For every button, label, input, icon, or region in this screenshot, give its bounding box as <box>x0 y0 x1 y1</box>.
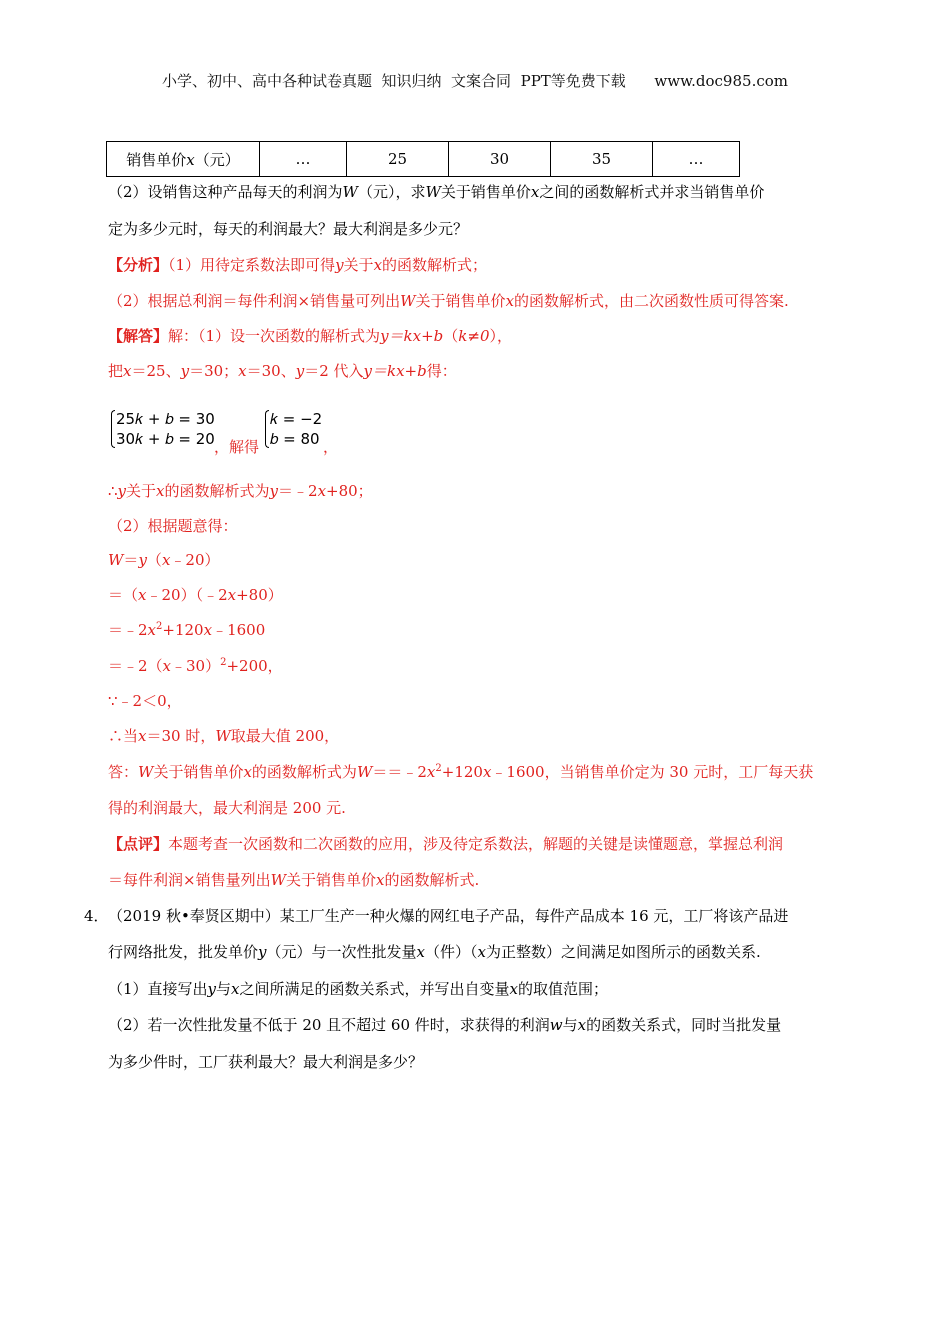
text: （ <box>146 551 162 569</box>
var: y <box>180 362 190 380</box>
text: ∴ <box>108 482 118 500</box>
text: 解：（1）设一次函数的解析式为 <box>168 327 381 345</box>
text: ＝每件利润×销售量列出 <box>108 871 271 889</box>
question-4-line-5: 为多少件时，工厂获利最大？最大利润是多少？ <box>108 1053 424 1071</box>
review-line-1 <box>108 834 783 854</box>
text: ＝25、 <box>131 362 181 380</box>
text: ﹣20） <box>170 551 220 569</box>
var: x <box>231 980 240 998</box>
text: 本题考查一次函数和二次函数的应用，涉及待定系数法，解题的关键是读懂题意，掌握总利润 <box>168 835 784 853</box>
text: 关于销售单价 <box>153 763 244 781</box>
var-x: x <box>186 150 195 169</box>
text: +80） <box>236 586 283 604</box>
analysis-line-1 <box>108 255 487 275</box>
text: +200， <box>226 657 283 675</box>
var: w <box>549 1016 563 1034</box>
var: y <box>207 980 217 998</box>
equation-system-1 <box>108 410 218 450</box>
text: ∴当 <box>108 727 139 745</box>
var: W <box>400 292 416 310</box>
text: ＝（ <box>108 586 139 604</box>
text: （1）用待定系数法即可得 <box>168 256 336 274</box>
text: 取最大值 200， <box>230 727 340 745</box>
answer-line-13: 得的利润最大，最大利润是 200 元. <box>108 799 346 817</box>
var: x <box>505 292 515 310</box>
text: 关于销售单价 <box>286 871 377 889</box>
question-4-line-1 <box>84 906 788 926</box>
var: x <box>416 943 425 961</box>
text: 的函数解析式为 <box>251 763 357 781</box>
text: 之间所满足的函数关系式，并写出自变量 <box>239 980 510 998</box>
var: y <box>269 482 279 500</box>
question-4-line-2 <box>108 942 761 962</box>
text: ＝30、 <box>246 362 296 380</box>
text: ）， <box>489 327 512 345</box>
var: x <box>426 763 436 781</box>
answer-tag: 【解答】 <box>108 327 169 345</box>
table-cell: … <box>260 142 347 177</box>
text: 关于销售单价 <box>440 183 531 201</box>
analysis-tag: 【分析】 <box>108 256 169 274</box>
text: ＝﹣2 <box>108 621 148 639</box>
text: 把 <box>108 362 124 380</box>
text: 行网络批发，批发单价 <box>108 943 259 961</box>
formula: k≠0 <box>458 327 490 345</box>
label-text: 销售单价 <box>126 150 187 169</box>
var: y <box>138 551 147 569</box>
var: x <box>161 551 171 569</box>
var: x <box>530 183 540 201</box>
text: 的函数解析式. <box>384 871 480 889</box>
text: （2019 秋•奉贤区期中）某工厂生产一种火爆的网红电子产品，每件产品成本 16 元，工厂将该产品进 <box>108 907 789 925</box>
analysis-line-2 <box>108 291 789 311</box>
answer-line-1 <box>108 326 512 346</box>
comma: ， <box>323 438 339 456</box>
table-label-cell <box>107 142 260 177</box>
var: W <box>270 871 286 889</box>
answer-line-10: ∵﹣2＜0， <box>108 692 182 710</box>
text: ＝﹣2（ <box>108 657 163 675</box>
equations <box>116 409 215 449</box>
var: W <box>108 551 124 569</box>
equations <box>270 409 322 449</box>
question-4-line-3 <box>108 979 608 999</box>
equation-row: 25𝑘 + 𝑏 = 30 <box>116 410 215 428</box>
equation-row: 30𝑘 + 𝑏 = 20 <box>116 430 215 448</box>
text: （ <box>443 327 459 345</box>
text: 关于 <box>343 256 374 274</box>
solve-word: ，解得 <box>214 438 260 456</box>
var: y <box>117 482 127 500</box>
text: 答： <box>108 763 139 781</box>
text: ＝ <box>123 551 139 569</box>
answer-line-5: （2）根据题意得： <box>108 517 238 535</box>
text: ﹣1600，当销售单价定为 30 元时，工厂每天获 <box>491 763 814 781</box>
text: ﹣1600 <box>212 621 266 639</box>
var: W <box>138 763 154 781</box>
var: W <box>425 183 441 201</box>
text: +120 <box>441 763 483 781</box>
table-cell: 35 <box>551 142 653 177</box>
var: x <box>238 362 247 380</box>
text: 的函数关系式，同时当批发量 <box>586 1016 782 1034</box>
review-tag: 【点评】 <box>108 835 169 853</box>
text: +80； <box>326 482 373 500</box>
text: ＝30 时， <box>146 727 216 745</box>
equation-row: 𝑏 = 80 <box>270 430 320 448</box>
page-header: 小学、初中、高中各种试卷真题 知识归纳 文案合同 PPT等免费下载 www.doc985.com <box>161 72 788 90</box>
text: 为正整数）之间满足如图所示的函数关系. <box>485 943 761 961</box>
text: （2）若一次性批发量不低于 20 且不超过 60 件时，求获得的利润 <box>108 1016 550 1034</box>
text: 之间的函数解析式并求当销售单价 <box>539 183 765 201</box>
var: x <box>243 763 252 781</box>
superscript: 2 <box>435 763 442 774</box>
table-cell: … <box>653 142 740 177</box>
table-cell: 25 <box>347 142 449 177</box>
answer-line-6 <box>108 550 220 570</box>
text: 的函数解析式； <box>382 256 488 274</box>
text: （件）（ <box>424 943 478 961</box>
brace-icon <box>262 410 269 448</box>
var: x <box>227 586 237 604</box>
answer-line-4 <box>108 481 373 501</box>
text: ＝2 代入 <box>304 362 364 380</box>
text: 关于 <box>126 482 157 500</box>
superscript: 2 <box>220 657 227 668</box>
formula: y＝kx+b <box>363 362 427 380</box>
question-2-line-2: 定为多少元时，每天的利润最大？最大利润是多少元？ <box>108 220 469 238</box>
text: （元），求 <box>357 183 426 201</box>
superscript: 2 <box>156 621 163 632</box>
var: y <box>295 362 305 380</box>
text: 的函数解析式，由二次函数性质可得答案. <box>514 292 789 310</box>
var: x <box>317 482 327 500</box>
text: ﹣30） <box>171 657 221 675</box>
text: （2）根据总利润＝每件利润×销售量可列出 <box>108 292 401 310</box>
var: W <box>215 727 231 745</box>
var: x <box>373 256 383 274</box>
text: （1）直接写出 <box>108 980 208 998</box>
question-2-line-1 <box>108 182 764 202</box>
answer-line-2 <box>108 361 457 381</box>
answer-line-11 <box>108 726 339 746</box>
text: ＝﹣2 <box>278 482 318 500</box>
var: x <box>162 657 172 675</box>
var: x <box>477 943 486 961</box>
equation-system-2 <box>262 410 332 450</box>
text: 与 <box>216 980 232 998</box>
text: （2）设销售这种产品每天的利润为 <box>108 183 343 201</box>
question-4-line-4 <box>108 1015 781 1035</box>
answer-line-8 <box>108 620 265 640</box>
var: W <box>342 183 358 201</box>
review-line-2 <box>108 870 479 890</box>
table-cell: 30 <box>449 142 551 177</box>
label-unit: （元） <box>194 150 240 169</box>
answer-line-7 <box>108 585 283 605</box>
text: ＝＝﹣2 <box>372 763 427 781</box>
text: 与 <box>562 1016 578 1034</box>
answer-line-12 <box>108 762 813 782</box>
text: +120 <box>162 621 204 639</box>
question-number: 4． <box>84 907 109 925</box>
text: 得： <box>426 362 457 380</box>
var: x <box>482 763 492 781</box>
price-table <box>106 141 740 177</box>
var: x <box>138 586 147 604</box>
var: x <box>138 727 147 745</box>
text: ＝30； <box>189 362 239 380</box>
var: x <box>156 482 165 500</box>
text: 的函数解析式为 <box>164 482 270 500</box>
var: x <box>577 1016 587 1034</box>
text: ﹣20）（﹣2 <box>146 586 228 604</box>
text: 的取值范围； <box>518 980 609 998</box>
var: x <box>147 621 157 639</box>
var: W <box>356 763 373 781</box>
var: x <box>203 621 213 639</box>
var: y <box>335 256 344 274</box>
var: x <box>376 871 385 889</box>
var: x <box>509 980 518 998</box>
var: x <box>123 362 132 380</box>
text: 关于销售单价 <box>415 292 506 310</box>
brace-icon <box>108 410 115 448</box>
formula: y＝kx+b <box>380 327 444 345</box>
var: y <box>258 943 267 961</box>
equation-row: 𝑘 = −2 <box>270 410 323 428</box>
answer-line-9 <box>108 656 283 676</box>
table-row <box>107 142 740 177</box>
text: （元）与一次性批发量 <box>266 943 417 961</box>
